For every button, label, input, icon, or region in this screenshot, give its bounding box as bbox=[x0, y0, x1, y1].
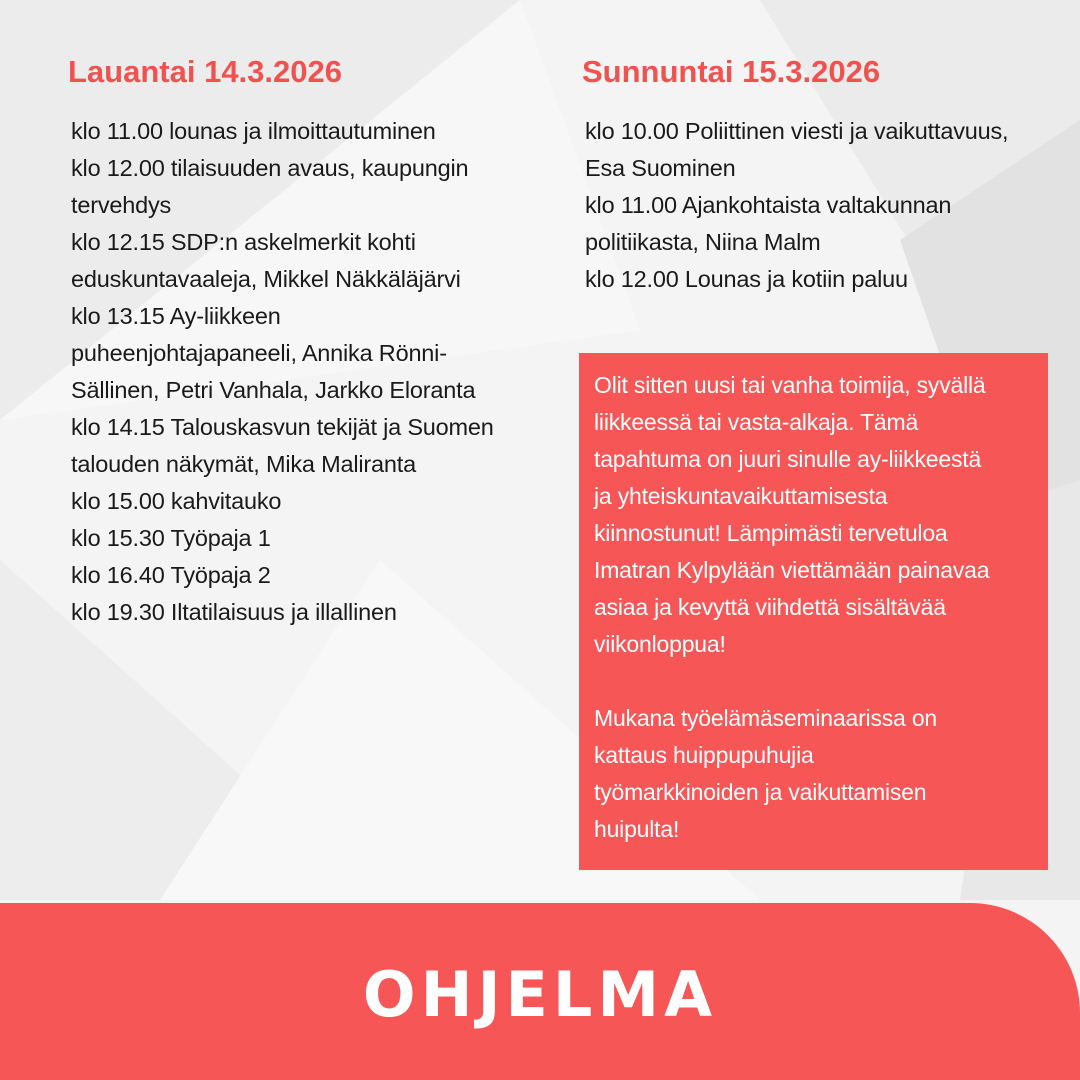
info-paragraph-2 bbox=[594, 700, 1032, 848]
schedule-line: Esa Suominen bbox=[585, 155, 736, 181]
bottom-banner bbox=[0, 903, 1080, 1080]
schedule-line: politiikasta, Niina Malm bbox=[585, 229, 821, 255]
info-line: asiaa ja kevyttä viihdettä sisältävää bbox=[594, 594, 946, 620]
sunday-section bbox=[582, 52, 1052, 298]
info-line: Olit sitten uusi tai vanha toimija, syvällä bbox=[594, 372, 986, 398]
schedule-line: klo 19.30 Iltatilaisuus ja illallinen bbox=[71, 599, 397, 625]
info-line: liikkeessä tai vasta-alkaja. Tämä bbox=[594, 409, 919, 435]
schedule-line: klo 15.30 Työpaja 1 bbox=[71, 525, 271, 551]
schedule-line: klo 12.00 Lounas ja kotiin paluu bbox=[585, 266, 908, 292]
info-line: viikonloppua! bbox=[594, 631, 726, 657]
schedule-line: klo 15.00 kahvitauko bbox=[71, 488, 282, 514]
schedule-line: klo 13.15 Ay-liikkeen bbox=[71, 303, 281, 329]
info-line: huipulta! bbox=[594, 816, 680, 842]
info-line: Imatran Kylpylään viettämään painavaa bbox=[594, 557, 990, 583]
schedule-line: Sällinen, Petri Vanhala, Jarkko Eloranta bbox=[71, 377, 476, 403]
sunday-schedule bbox=[582, 113, 1052, 298]
info-line: työmarkkinoiden ja vaikuttamisen bbox=[594, 779, 927, 805]
schedule-line: klo 11.00 Ajankohtaista valtakunnan bbox=[585, 192, 952, 218]
schedule-line: klo 10.00 Poliittinen viesti ja vaikuttavuus, bbox=[585, 118, 1009, 144]
banner-title: OHJELMA bbox=[362, 958, 718, 1031]
info-line: Mukana työelämäseminaarissa on bbox=[594, 705, 938, 731]
info-line: ja yhteiskuntavaikuttamisesta bbox=[594, 483, 888, 509]
schedule-line: klo 16.40 Työpaja 2 bbox=[71, 562, 271, 588]
schedule-line: talouden näkymät, Mika Maliranta bbox=[71, 451, 416, 477]
info-paragraph-1 bbox=[594, 367, 1032, 663]
schedule-line: tervehdys bbox=[71, 192, 172, 218]
saturday-title: Lauantai 14.3.2026 bbox=[68, 54, 342, 89]
saturday-schedule bbox=[68, 113, 538, 631]
schedule-line: klo 12.00 tilaisuuden avaus, kaupungin bbox=[71, 155, 469, 181]
info-line: kiinnostunut! Lämpimästi tervetuloa bbox=[594, 520, 948, 546]
schedule-line: puheenjohtajapaneeli, Annika Rönni- bbox=[71, 340, 447, 366]
sunday-title: Sunnuntai 15.3.2026 bbox=[582, 54, 881, 89]
saturday-section bbox=[68, 52, 538, 631]
schedule-line: klo 14.15 Talouskasvun tekijät ja Suomen bbox=[71, 414, 494, 440]
schedule-line: eduskuntavaaleja, Mikkel Näkkäläjärvi bbox=[71, 266, 461, 292]
info-box bbox=[579, 353, 1048, 870]
schedule-line: klo 12.15 SDP:n askelmerkit kohti bbox=[71, 229, 416, 255]
info-line: tapahtuma on juuri sinulle ay-liikkeestä bbox=[594, 446, 982, 472]
info-line: kattaus huippupuhujia bbox=[594, 742, 814, 768]
schedule-line: klo 11.00 lounas ja ilmoittautuminen bbox=[71, 118, 436, 144]
